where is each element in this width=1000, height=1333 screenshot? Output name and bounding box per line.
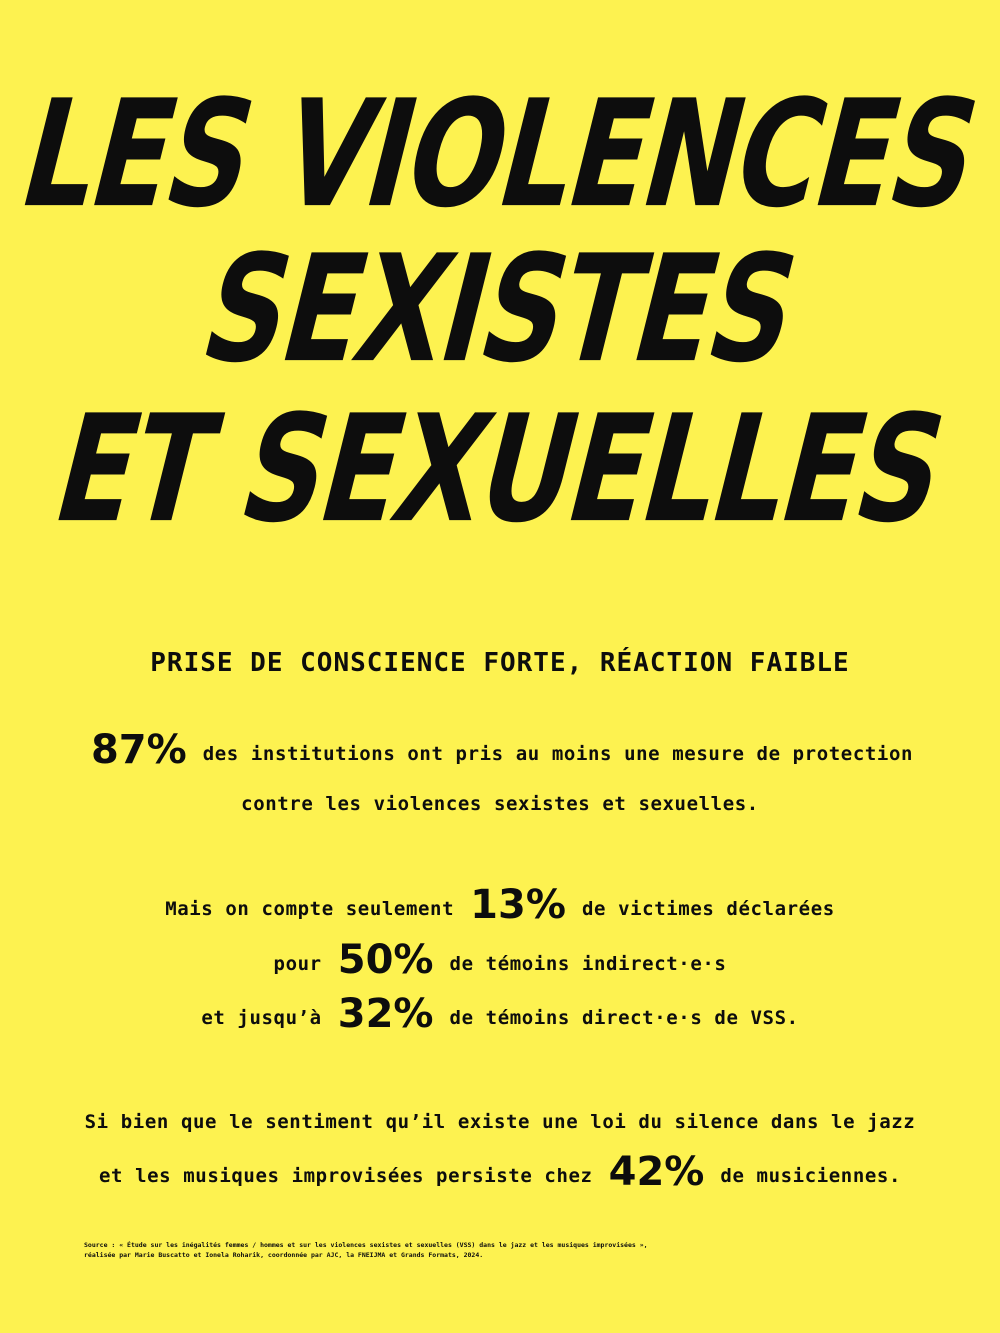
- stat-87-line-2: contre les violences sexistes et sexuelles.: [241, 793, 759, 815]
- stat-13-line: [0, 882, 1000, 929]
- source-note: [84, 1240, 944, 1260]
- stat-87-line: [0, 727, 1000, 774]
- stat-42-text-after: de musiciennes.: [720, 1165, 902, 1187]
- stat-value-13: 13%: [470, 882, 566, 928]
- stat-32-line: [0, 991, 1000, 1038]
- stat-32-text-before: et jusqu’à: [201, 1007, 322, 1029]
- stat-42-line-1: Si bien que le sentiment qu’il existe une loi du silence dans le jazz: [84, 1111, 916, 1133]
- stat-13-text-before: Mais on compte seulement: [165, 898, 455, 920]
- stat-42-text-before: et les musiques improvisées persiste chez: [98, 1165, 593, 1187]
- stat-value-50: 50%: [337, 937, 434, 983]
- title-line-3: ET SEXUELLES: [39, 384, 961, 556]
- stat-87-text: des institutions ont pris au moins une mesure de protection: [202, 743, 914, 765]
- stat-value-42: 42%: [608, 1149, 705, 1195]
- source-line-1: Source : « Étude sur les inégalités femmes / hommes et sur les violences sexistes et sexuelles (VSS) dans le jazz et les musiques improvisées »,: [84, 1241, 648, 1249]
- subtitle: PRISE DE CONSCIENCE FORTE, RÉACTION FAIBLE: [150, 648, 850, 678]
- stat-50-line: [0, 937, 1000, 984]
- stat-32-text-after: de témoins direct·e·s de VSS.: [449, 1007, 799, 1029]
- stat-13-text-after: de victimes déclarées: [581, 898, 835, 920]
- source-line-2: réalisée par Marie Buscatto et Ionela Roharik, coordonnée par AJC, la FNEIJMA et Grands Formats, 2024.: [84, 1251, 484, 1259]
- stat-value-32: 32%: [337, 991, 434, 1037]
- stat-42-line-2: [0, 1149, 1000, 1196]
- title-line-1: LES VIOLENCES: [5, 69, 995, 241]
- stat-value-87: 87%: [90, 727, 187, 773]
- stat-50-text-before: pour: [273, 953, 322, 975]
- title-line-2: SEXISTES: [186, 224, 814, 396]
- stat-50-text-after: de témoins indirect·e·s: [449, 953, 727, 975]
